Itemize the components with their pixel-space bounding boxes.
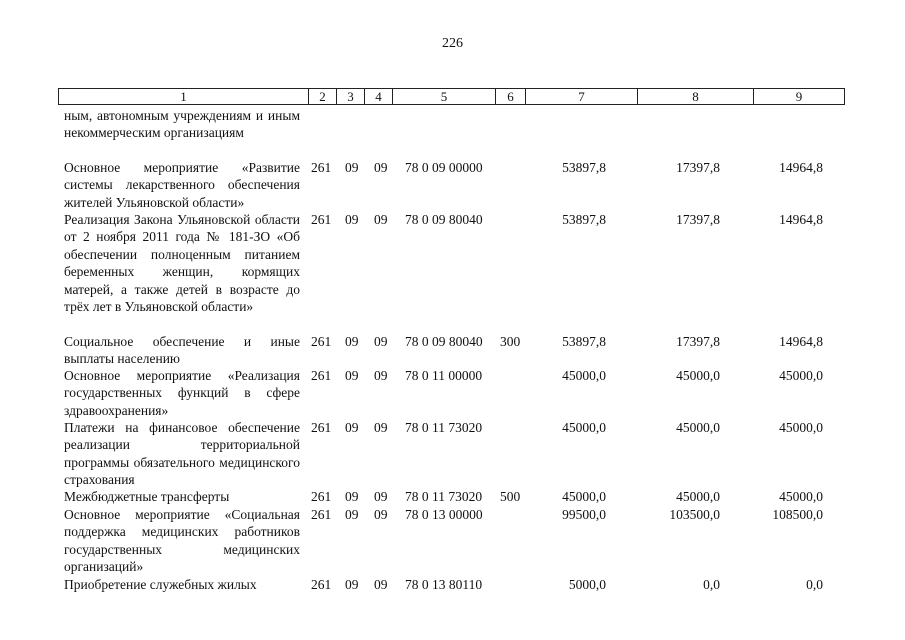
row-section: 09 <box>345 489 359 504</box>
column-header-9: 9 <box>795 89 803 104</box>
column-header-1: 1 <box>59 89 309 104</box>
row-name: Реализация Закона Ульяновской области от 2 ноября 2011 года № 181-ЗО «Об обеспечении полноценным питанием беременных женщин, кормящих матерей, а также детей в возрасте до трёх лет в Ульяновской области» <box>64 212 300 315</box>
row-amount-col8: 45000,0 <box>676 420 720 435</box>
row-code: 261 <box>311 212 332 227</box>
row-code: 261 <box>311 507 332 522</box>
row-target-code: 78 0 11 73020 <box>405 489 483 504</box>
row-subsection: 09 <box>374 334 388 349</box>
row-section: 09 <box>345 212 359 227</box>
row-amount-col9: 14964,8 <box>779 212 823 227</box>
row-amount-col7: 53897,8 <box>562 212 606 227</box>
row-target-code: 78 0 11 00000 <box>405 368 483 383</box>
row-code: 261 <box>311 160 332 175</box>
row-name: Платежи на финансовое обеспечение реализации территориальной программы обязательного медицинского страхования <box>64 420 300 488</box>
row-amount-col9: 45000,0 <box>779 368 823 383</box>
row-name: Межбюджетные трансферты <box>64 489 230 504</box>
row-target-code: 78 0 13 80110 <box>405 577 483 592</box>
row-amount-col9: 0,0 <box>806 577 823 592</box>
row-amount-col8: 103500,0 <box>669 507 720 522</box>
column-header-3: 3 <box>337 89 365 104</box>
row-amount-col8: 17397,8 <box>676 334 720 349</box>
row-section: 09 <box>345 420 359 435</box>
column-header-7: 7 <box>526 89 638 104</box>
row-name: Основное мероприятие «Социальная поддержка медицинских работников государственных медицинских организаций» <box>64 507 300 575</box>
row-amount-col8: 17397,8 <box>676 160 720 175</box>
row-subsection: 09 <box>374 420 388 435</box>
row-amount-col8: 0,0 <box>703 577 720 592</box>
row-target-code: 78 0 11 73020 <box>405 420 483 435</box>
row-name: Социальное обеспечение и иные выплаты населению <box>64 334 300 367</box>
row-amount-col8: 17397,8 <box>676 212 720 227</box>
column-header-6: 6 <box>496 89 526 104</box>
row-subsection: 09 <box>374 507 388 522</box>
page-number: 226 <box>442 36 463 51</box>
row-code: 261 <box>311 368 332 383</box>
row-code: 261 <box>311 489 332 504</box>
row-amount-col7: 99500,0 <box>562 507 606 522</box>
row-code: 261 <box>311 420 332 435</box>
row-amount-col7: 53897,8 <box>562 160 606 175</box>
row-target-code: 78 0 13 00000 <box>405 507 483 522</box>
row-section: 09 <box>345 507 359 522</box>
row-subsection: 09 <box>374 212 388 227</box>
row-section: 09 <box>345 160 359 175</box>
row-name: ным, автономным учреждениям и иным некоммерческим организациям <box>64 108 300 141</box>
row-amount-col7: 45000,0 <box>562 368 606 383</box>
row-code: 261 <box>311 577 332 592</box>
row-amount-col9: 108500,0 <box>772 507 823 522</box>
column-header-8: 8 <box>638 89 754 104</box>
row-subsection: 09 <box>374 160 388 175</box>
row-code: 261 <box>311 334 332 349</box>
row-name: Приобретение служебных жилых <box>64 577 257 592</box>
row-expense-type: 500 <box>500 489 521 504</box>
row-name: Основное мероприятие «Реализация государственных функций в сфере здравоохранения» <box>64 368 300 418</box>
row-subsection: 09 <box>374 489 388 504</box>
row-section: 09 <box>345 334 359 349</box>
row-amount-col7: 5000,0 <box>568 577 606 592</box>
row-section: 09 <box>345 368 359 383</box>
row-amount-col7: 45000,0 <box>562 420 606 435</box>
table-header-row <box>58 88 845 105</box>
row-subsection: 09 <box>374 368 388 383</box>
row-target-code: 78 0 09 80040 <box>405 212 483 227</box>
column-header-2: 2 <box>309 89 337 104</box>
row-amount-col9: 45000,0 <box>779 420 823 435</box>
row-expense-type: 300 <box>500 334 521 349</box>
row-amount-col8: 45000,0 <box>676 489 720 504</box>
row-target-code: 78 0 09 80040 <box>405 334 483 349</box>
row-subsection: 09 <box>374 577 388 592</box>
row-amount-col9: 45000,0 <box>779 489 823 504</box>
row-amount-col9: 14964,8 <box>779 160 823 175</box>
row-amount-col7: 45000,0 <box>562 489 606 504</box>
row-target-code: 78 0 09 00000 <box>405 160 483 175</box>
row-amount-col7: 53897,8 <box>562 334 606 349</box>
column-header-4: 4 <box>365 89 393 104</box>
row-amount-col9: 14964,8 <box>779 334 823 349</box>
row-amount-col8: 45000,0 <box>676 368 720 383</box>
row-section: 09 <box>345 577 359 592</box>
row-name: Основное мероприятие «Развитие системы лекарственного обеспечения жителей Ульяновской области» <box>64 160 300 210</box>
column-header-5: 5 <box>393 89 496 104</box>
